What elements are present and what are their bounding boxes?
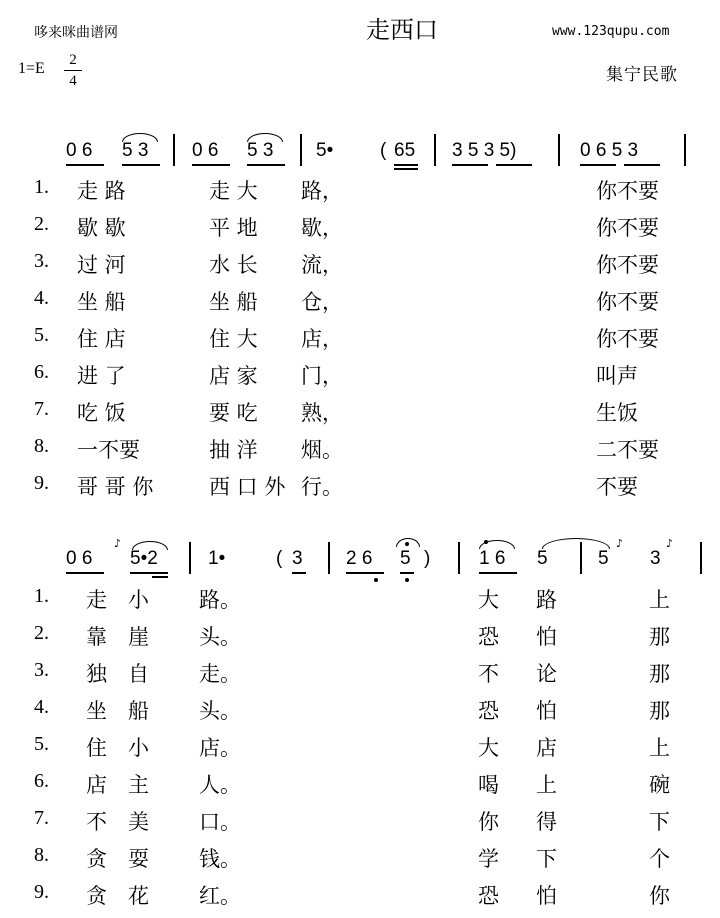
- beam: [66, 164, 104, 166]
- lyric-text: 进 了: [77, 364, 126, 388]
- lyric-text: 不要: [596, 475, 638, 499]
- verse-number: 3.: [34, 250, 49, 272]
- lyric-text: 水 长: [209, 253, 258, 277]
- lyric-text: 不: [86, 810, 107, 834]
- lyric-text: 店 家: [209, 364, 258, 388]
- lyric-text: 坐 船: [209, 290, 258, 314]
- lyric-text: 平 地: [209, 216, 258, 240]
- lyric-text: 恐: [478, 625, 499, 649]
- note-group: 0 6: [66, 548, 93, 569]
- lyric-text: 路。: [199, 588, 241, 612]
- note-group: 5•: [316, 140, 334, 161]
- lyric-text: 怕: [536, 884, 557, 908]
- verse-number: 3.: [34, 659, 49, 681]
- note-group: 5: [537, 548, 548, 569]
- lyric-text: 红。: [199, 884, 241, 908]
- lyric-text: 生饭: [596, 401, 638, 425]
- beam: [479, 572, 517, 574]
- verse-number: 6.: [34, 770, 49, 792]
- barline: [684, 134, 686, 166]
- verse-number: 8.: [34, 435, 49, 457]
- lyric-text: 碗: [649, 773, 670, 797]
- barline: [558, 134, 560, 166]
- lyric-text: 走 大: [209, 179, 258, 203]
- lyric-text: 店: [536, 736, 557, 760]
- note-group: 2 6: [346, 548, 373, 569]
- note-group: 0 6: [192, 140, 219, 161]
- lyric-text: 住 大: [209, 327, 258, 351]
- song-genre: 集宁民歌: [606, 65, 678, 85]
- verse-number: 2.: [34, 622, 49, 644]
- lyric-text: 叫声: [596, 364, 638, 388]
- lyric-text: 口。: [199, 810, 241, 834]
- note-group: (: [276, 548, 283, 569]
- lyric-text: 花: [128, 884, 149, 908]
- lyric-text: 那: [649, 699, 670, 723]
- lyric-text: 怕: [536, 699, 557, 723]
- time-signature-numerator: 2: [69, 52, 77, 68]
- lyric-text: 店，: [301, 327, 343, 351]
- lyric-text: 仓，: [301, 290, 343, 314]
- note-group: 3 5 3 5): [452, 140, 517, 161]
- lyric-text: 下: [536, 847, 557, 871]
- barline: [458, 542, 460, 574]
- high-octave-dot: [484, 540, 488, 544]
- barline: [580, 542, 582, 574]
- lyric-text: 走: [86, 588, 107, 612]
- lyric-text: 吃 饭: [77, 401, 126, 425]
- verse-number: 4.: [34, 287, 49, 309]
- note-group: 65: [394, 140, 416, 161]
- verse-number: 4.: [34, 696, 49, 718]
- lyric-text: 恐: [478, 699, 499, 723]
- beam: [452, 164, 488, 166]
- fermata-dot: [405, 542, 409, 546]
- beam: [394, 168, 418, 170]
- note-group: 5: [400, 548, 411, 569]
- lyric-text: 哥 哥 你: [77, 475, 154, 499]
- beam: [122, 164, 160, 166]
- barline: [189, 542, 191, 574]
- lyric-text: 美: [128, 810, 149, 834]
- lyric-text: 个: [649, 847, 670, 871]
- lyric-text: 走。: [199, 662, 241, 686]
- lyric-text: 熟，: [301, 401, 343, 425]
- lyric-text: 小: [128, 588, 149, 612]
- lyric-text: 坐: [86, 699, 107, 723]
- lyric-text: 要 吃: [209, 401, 258, 425]
- site-name: 哆来咪曲谱网: [34, 25, 118, 41]
- lyric-text: 贪: [86, 884, 107, 908]
- verse-number: 2.: [34, 213, 49, 235]
- lyric-text: 得: [536, 810, 557, 834]
- note-group: 5•2: [130, 548, 158, 569]
- lyric-text: 你不要: [596, 327, 659, 351]
- beam: [152, 576, 168, 578]
- beam: [400, 572, 414, 574]
- verse-number: 9.: [34, 472, 49, 494]
- beam: [394, 164, 418, 166]
- beam: [247, 164, 285, 166]
- lyric-text: 走 路: [77, 179, 126, 203]
- lyric-text: 恐: [478, 884, 499, 908]
- lyric-text: 店。: [199, 736, 241, 760]
- beam: [192, 164, 230, 166]
- lyric-text: 坐 船: [77, 290, 126, 314]
- barline: [434, 134, 436, 166]
- ornament-mark: ♪: [616, 537, 624, 550]
- site-url[interactable]: www.123qupu.com: [552, 24, 670, 39]
- verse-number: 7.: [34, 398, 49, 420]
- lyric-text: 你不要: [596, 179, 659, 203]
- lyric-text: 不: [478, 662, 499, 686]
- lyric-text: 你: [649, 884, 670, 908]
- low-octave-dot: [374, 578, 378, 582]
- lyric-text: 上: [536, 773, 557, 797]
- time-signature-denominator: 4: [69, 73, 77, 89]
- key-signature: 1=E: [18, 60, 45, 77]
- lyric-text: 下: [649, 810, 670, 834]
- lyric-text: 靠: [86, 625, 107, 649]
- lyric-text: 主: [128, 773, 149, 797]
- verse-number: 1.: [34, 585, 49, 607]
- time-signature: [64, 52, 82, 89]
- barline: [173, 134, 175, 166]
- lyric-text: 抽 洋: [209, 438, 258, 462]
- note-group: 0 6 5 3: [580, 140, 639, 161]
- note-group: 3: [650, 548, 661, 569]
- lyric-text: 店: [86, 773, 107, 797]
- verse-number: 8.: [34, 844, 49, 866]
- beam: [130, 572, 168, 574]
- note-group: 5 3: [122, 140, 149, 161]
- verse-number: 7.: [34, 807, 49, 829]
- beam: [624, 164, 660, 166]
- lyric-text: 那: [649, 662, 670, 686]
- lyric-text: 过 河: [77, 253, 126, 277]
- lyric-text: 住: [86, 736, 107, 760]
- verse-number: 6.: [34, 361, 49, 383]
- ornament-mark: ♪: [666, 537, 674, 550]
- lyric-text: 门，: [301, 364, 343, 388]
- lyric-text: 上: [649, 588, 670, 612]
- note-group: ): [424, 548, 431, 569]
- lyric-text: 住 店: [77, 327, 126, 351]
- note-group: 1•: [208, 548, 226, 569]
- lyric-text: 歇，: [301, 216, 343, 240]
- lyric-text: 烟。: [301, 438, 343, 462]
- note-group: 0 6: [66, 140, 93, 161]
- beam: [346, 572, 384, 574]
- lyric-text: 你不要: [596, 290, 659, 314]
- lyric-text: 人。: [199, 773, 241, 797]
- lyric-text: 怕: [536, 625, 557, 649]
- lyric-text: 一不要: [77, 438, 140, 462]
- lyric-text: 贪: [86, 847, 107, 871]
- note-group: 3: [292, 548, 303, 569]
- beam: [292, 572, 306, 574]
- ornament-mark: ♪: [114, 537, 122, 550]
- lyric-text: 耍: [128, 847, 149, 871]
- lyric-text: 大: [478, 588, 499, 612]
- lyric-text: 头。: [199, 625, 241, 649]
- lyric-text: 头。: [199, 699, 241, 723]
- lyric-text: 路: [536, 588, 557, 612]
- beam: [580, 164, 616, 166]
- lyric-text: 那: [649, 625, 670, 649]
- lyric-text: 西 口 外: [209, 475, 286, 499]
- lyric-text: 流，: [301, 253, 343, 277]
- lyric-text: 学: [478, 847, 499, 871]
- lyric-text: 喝: [478, 773, 499, 797]
- lyric-text: 上: [649, 736, 670, 760]
- verse-number: 5.: [34, 733, 49, 755]
- barline: [328, 542, 330, 574]
- lyric-text: 钱。: [199, 847, 241, 871]
- lyric-text: 你不要: [596, 216, 659, 240]
- note-group: 5 3: [247, 140, 274, 161]
- lyric-text: 路，: [301, 179, 343, 203]
- note-group: 1 6: [479, 548, 506, 569]
- lyric-text: 崖: [128, 625, 149, 649]
- low-octave-dot: [405, 578, 409, 582]
- verse-number: 9.: [34, 881, 49, 903]
- barline: [300, 134, 302, 166]
- note-group: 5: [598, 548, 609, 569]
- beam: [496, 164, 532, 166]
- lyric-text: 行。: [301, 475, 343, 499]
- song-title: 走西口: [366, 16, 438, 44]
- lyric-text: 大: [478, 736, 499, 760]
- lyric-text: 自: [128, 662, 149, 686]
- lyric-text: 你: [478, 810, 499, 834]
- lyric-text: 论: [536, 662, 557, 686]
- lyric-text: 你不要: [596, 253, 659, 277]
- lyric-text: 独: [86, 662, 107, 686]
- lyric-text: 歇 歇: [77, 216, 126, 240]
- lyric-text: 小: [128, 736, 149, 760]
- barline: [700, 542, 702, 574]
- note-group: (: [380, 140, 387, 161]
- verse-number: 1.: [34, 176, 49, 198]
- time-signature-line: [64, 70, 82, 71]
- verse-number: 5.: [34, 324, 49, 346]
- lyric-text: 二不要: [596, 438, 659, 462]
- beam: [66, 572, 104, 574]
- lyric-text: 船: [128, 699, 149, 723]
